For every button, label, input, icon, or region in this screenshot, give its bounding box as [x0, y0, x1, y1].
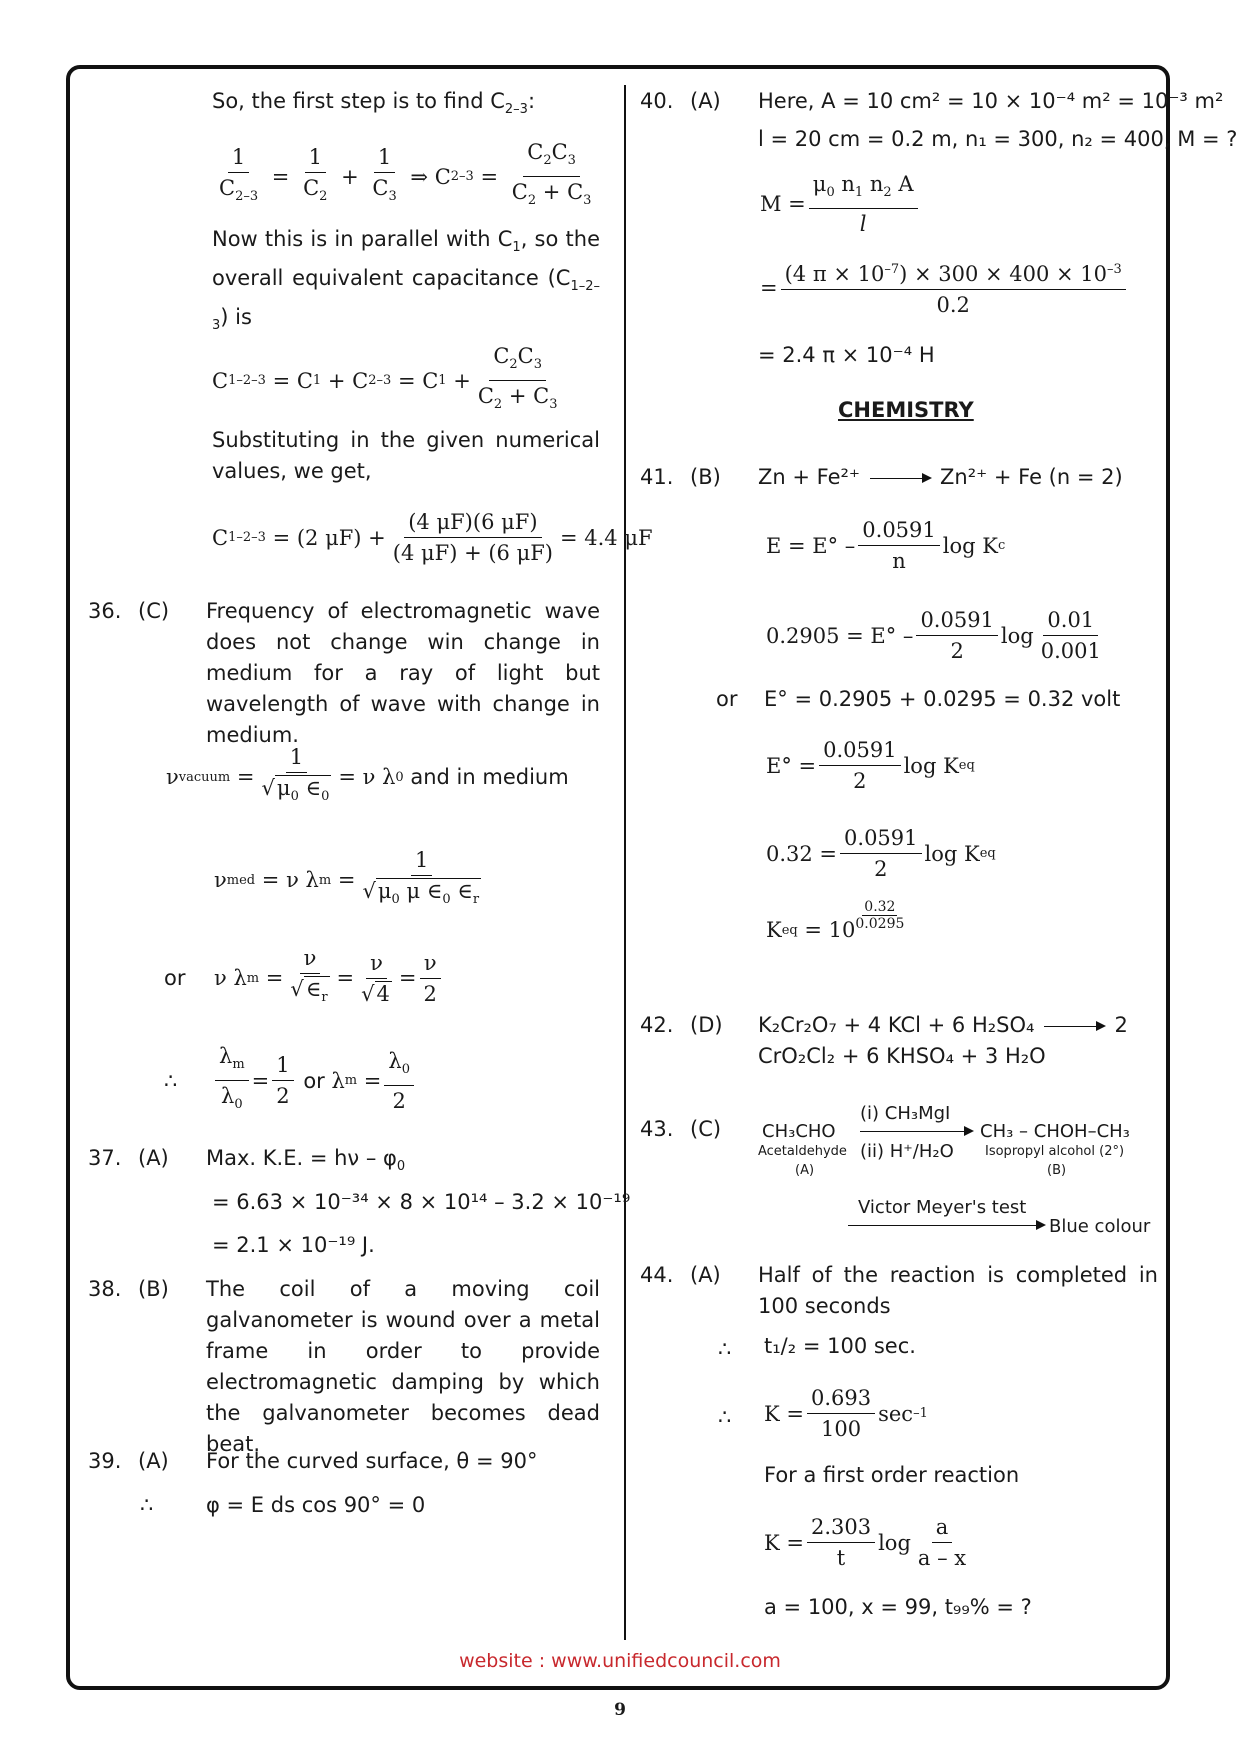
column-divider — [624, 85, 626, 1640]
q37-line2: = 6.63 × 10⁻³⁴ × 8 × 10¹⁴ – 3.2 × 10⁻¹⁹ — [212, 1190, 631, 1214]
q44-therefore-2: ∴ — [718, 1405, 732, 1429]
q38-answer: (B) — [138, 1277, 169, 1301]
equation-keq: E° = $\frac{0.0591}{2}$ log K eq — [766, 738, 975, 793]
q43-reactant: CH₃CHO — [762, 1121, 836, 1142]
or-label-left: or — [164, 966, 186, 990]
q37-number: 37. — [88, 1146, 122, 1170]
equation-keq-numeric: 0.32 = $\frac{0.0591}{2}$ log K eq — [766, 826, 996, 881]
equation-first-order: K = $\frac{2.303}{t}$ log $\frac{a}{a - x}$ — [764, 1515, 967, 1570]
equation-m-formula: M = $\frac{\mu_0 n_1 n_2 A}{l}$ — [760, 172, 921, 236]
q42-number: 42. — [640, 1013, 674, 1037]
q40-answer: (A) — [690, 89, 721, 113]
q43-number: 43. — [640, 1117, 674, 1141]
q43-test-result: Blue colour — [1049, 1216, 1151, 1237]
q44-therefore-1: ∴ — [718, 1337, 732, 1361]
q41-number: 41. — [640, 465, 674, 489]
q41-or: or — [716, 687, 738, 711]
page-number: 9 — [614, 1700, 626, 1720]
q41-answer: (B) — [690, 465, 721, 489]
q36-text: Frequency of electromagnetic wave does not change win change in medium for a ray of light but wavelength of wave with change in medium. — [206, 599, 600, 747]
equation-lambda-m: ν λ m = $\frac{\nu}{√\in_r}$ = $\frac{\nu}{√4}$ = $\frac{\nu}{2}$ — [214, 946, 444, 1010]
equation-numeric: C 1–2–3 = (2 μF) + $\frac{(4 \mu F)(6 \mu F)}{(4 \mu F) + (6 \mu F)}$ = 4.4 μF — [212, 510, 653, 565]
q36-answer: (C) — [138, 599, 170, 623]
q38-number: 38. — [88, 1277, 122, 1301]
q37-line1: Max. K.E. = hν – $\varphi_0$ — [206, 1146, 406, 1175]
q43-test: Victor Meyer's test — [858, 1197, 1027, 1218]
equation-rate-constant: K = $\frac{0.693}{100}$ sec –1 — [764, 1386, 928, 1441]
q37-answer: (A) — [138, 1146, 169, 1170]
q40-result: = 2.4 π × 10⁻⁴ H — [758, 343, 935, 367]
q40-number: 40. — [640, 89, 674, 113]
q41-e-line: E° = 0.2905 + 0.0295 = 0.32 volt — [764, 687, 1121, 711]
q37-line3: = 2.1 × 10⁻¹⁹ J. — [212, 1233, 375, 1257]
q39-answer: (A) — [138, 1449, 169, 1473]
equation-c123: C 1–2–3 = C 1 + C 2–3 = C 1 + $\frac{C_2C_3}{C_2 + C_3}$ — [212, 344, 558, 413]
website-footer: website : www.unifiedcouncil.com — [459, 1650, 781, 1672]
q44-number: 44. — [640, 1263, 674, 1287]
q43-reactant-tag: (A) — [795, 1163, 815, 1178]
q39-line2: φ = E ds cos 90° = 0 — [206, 1493, 426, 1517]
intro-text: So, the first step is to find $C_{2-3}$: — [212, 89, 536, 118]
q39-number: 39. — [88, 1449, 122, 1473]
q43-arrow-head — [964, 1126, 974, 1136]
equation-nu-medium: ν med = ν λ m = $\frac{1}{√\mu_0 \mu \in_0 \in_r}$ — [214, 848, 480, 908]
q41-reaction: Zn + Fe²⁺ Zn²⁺ + Fe (n = 2) — [758, 465, 1123, 489]
q43-product: CH₃ – CHOH–CH₃ — [980, 1121, 1130, 1142]
q43-answer: (C) — [690, 1117, 722, 1141]
q42-line2: CrO₂Cl₂ + 6 KHSO₄ + 3 H₂O — [758, 1044, 1046, 1068]
q36-number: 36. — [88, 599, 122, 623]
q43-test-arrow-head — [1036, 1220, 1046, 1230]
chemistry-heading: CHEMISTRY — [838, 398, 974, 422]
equation-keq-value: K eq = 10 0.32 0.0295 — [766, 898, 905, 942]
q44-first-order: For a first order reaction — [764, 1463, 1020, 1487]
q43-test-arrow-shaft — [848, 1225, 1038, 1226]
q40-line2: l = 20 cm = 0.2 m, n₁ = 300, n₂ = 400, M = ? — [758, 127, 1238, 151]
equation-nernst-numeric: 0.2905 = E° – $\frac{0.0591}{2}$ log $\frac{0.01}{0.001}$ — [766, 608, 1101, 663]
substitute-paragraph: Substituting in the given numerical values, we get, — [212, 428, 600, 483]
q43-arrow-shaft — [860, 1131, 966, 1132]
q39-line1: For the curved surface, θ = 90° — [206, 1449, 538, 1473]
q39-therefore: ∴ — [140, 1493, 154, 1517]
q44-text: Half of the reaction is completed in 100 seconds — [758, 1263, 1158, 1318]
therefore-symbol: ∴ — [164, 1069, 178, 1093]
equation-m-numeric: = $\frac{(4 \pi \times 10^{-7}) \times 300 \times 400 \times 10^{-3}}{0.2}$ — [760, 258, 1129, 317]
q43-reactant-name: Acetaldehyde — [758, 1144, 847, 1159]
equation-nu-vacuum: ν vacuum = $\frac{1}{√\mu_0 \in_0}$ = ν λ 0 and in medium — [166, 745, 569, 805]
q42-answer: (D) — [690, 1013, 723, 1037]
equation-nernst: E = E° – $\frac{0.0591}{n}$ log K c — [766, 518, 1006, 573]
q43-reagent2: (ii) H⁺/H₂O — [860, 1141, 954, 1162]
q44-half-life: t₁/₂ = 100 sec. — [764, 1334, 916, 1358]
equation-c23: $\frac{1}{C_{2-3}}$ = $\frac{1}{C_2}$ + $\frac{1}{C_3}$ ⇒ C 2–3 = $\frac{C_2C_3}{C_2 + C_3}$ — [219, 140, 592, 209]
q44-answer: (A) — [690, 1263, 721, 1287]
q43-product-tag: (B) — [1047, 1163, 1067, 1178]
q42-line1: K₂Cr₂O₇ + 4 KCl + 6 H₂SO₄ 2 — [758, 1013, 1128, 1037]
q43-product-name: Isopropyl alcohol (2°) — [985, 1144, 1125, 1159]
parallel-paragraph: Now this is in parallel with $C_1$, so the overall equivalent capacitance $(C_{1-2-3})$ is — [212, 227, 600, 334]
q38-text: The coil of a moving coil galvanometer is wound over a metal frame in order to provide electromagnetic damping by which the galvanometer becomes dead beat. — [206, 1277, 600, 1456]
q40-line1: Here, A = 10 cm² = 10 × 10⁻⁴ m² = 10⁻³ m² — [758, 89, 1224, 113]
q44-last: a = 100, x = 99, t₉₉% = ? — [764, 1595, 1032, 1619]
equation-ratio: $\frac{\lambda_m}{\lambda_0}$ = $\frac{1}{2}$ or λ m = $\frac{\lambda_0}{2}$ — [212, 1044, 417, 1117]
q43-reagent1: (i) CH₃MgI — [860, 1103, 951, 1124]
